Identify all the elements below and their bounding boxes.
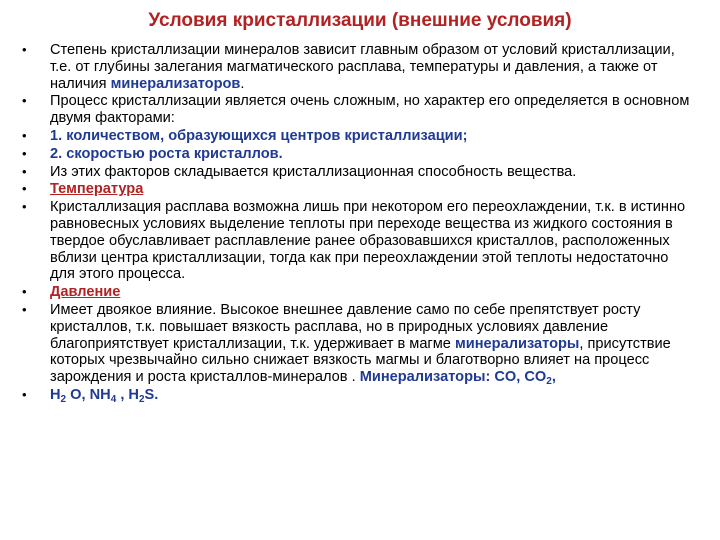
bullet-icon: • [22, 93, 27, 109]
highlight-text: Минерализаторы: CO, CO [359, 369, 547, 386]
list-item [0, 284, 720, 301]
formula-text: O, NH [66, 386, 111, 403]
paragraph-text: Процесс кристаллизации является очень сложным, но характер его определяется в основном двумя факторами: [50, 93, 690, 127]
list-item [0, 387, 720, 404]
section-heading: Давление [50, 284, 121, 301]
paragraph-text: Из этих факторов складывается кристаллизационная способность вещества. [50, 163, 577, 180]
bullet-list [0, 42, 720, 405]
bullet-icon: • [22, 301, 27, 317]
paragraph-end: . [240, 75, 245, 92]
highlight-text: скоростью роста кристаллов [66, 145, 279, 162]
highlight-text: минерализаторы [454, 335, 580, 352]
list-item [0, 128, 720, 145]
subscript: 2 [60, 393, 67, 405]
slide-title: Условия кристаллизации (внешние условия) [148, 10, 572, 31]
bullet-icon: • [22, 127, 27, 143]
bullet-icon: • [22, 42, 27, 57]
formula-text: S. [144, 386, 159, 403]
list-item [0, 181, 720, 198]
factor-number: 1. [50, 127, 67, 144]
bullet-icon: • [22, 199, 27, 215]
paragraph-text: Степень кристаллизации минералов зависит главным образом от условий кристаллизации, т.е. от глубины залегания магматического расплава, температуры и давления, а также от наличия [50, 42, 675, 92]
paragraph-text-mid: , присутствие которых чрезвычайно сильно снижает вязкость магмы и благотворно влияет на процесс зарождения и роста кристаллов-минералов . [50, 335, 671, 386]
bullet-icon: • [22, 386, 27, 402]
highlight-text: количеством, образующихся центров кристаллизации [66, 127, 463, 144]
subscript: 2 [138, 393, 145, 405]
formula-text: H [50, 386, 61, 403]
paragraph-text: Имеет двоякое влияние. Высокое внешнее давление само по себе препятствует росту кристаллов, т.к. повышает вязкость расплава, но в природных условиях давление благоприятствует кристаллизации, т.к. удерживает в магме [50, 301, 641, 352]
paragraph-text: Кристаллизация расплава возможна лишь при некотором его переохлаждении, т.к. в истинно равновесных условиях выделение теплоты при переходе вещества из жидкого состояния в твердое обуславливает расплавление ранее образовавшихся кристаллов, расположенных вблизи центра кристаллизации, тогда как при переохлаждении этой теплоты недостаточно для этого процесса. [50, 199, 686, 283]
list-item [0, 302, 720, 386]
bullet-icon: • [22, 284, 27, 300]
paragraph-end: ; [462, 127, 468, 144]
list-item [0, 199, 720, 283]
paragraph-end: , [551, 369, 556, 386]
subscript: 4 [110, 393, 117, 405]
bullet-icon: • [22, 181, 27, 197]
section-heading: Температура [50, 181, 144, 198]
bullet-icon: • [22, 163, 27, 179]
subscript: 2 [546, 376, 552, 388]
formula-text: , H [116, 386, 139, 403]
paragraph-end: . [278, 145, 283, 162]
factor-number: 2. [50, 145, 67, 162]
highlight-text: минерализаторов [110, 75, 241, 92]
list-item [0, 164, 720, 181]
list-item [0, 93, 720, 127]
list-item [0, 146, 720, 163]
list-item [0, 42, 720, 92]
bullet-icon: • [22, 145, 27, 161]
